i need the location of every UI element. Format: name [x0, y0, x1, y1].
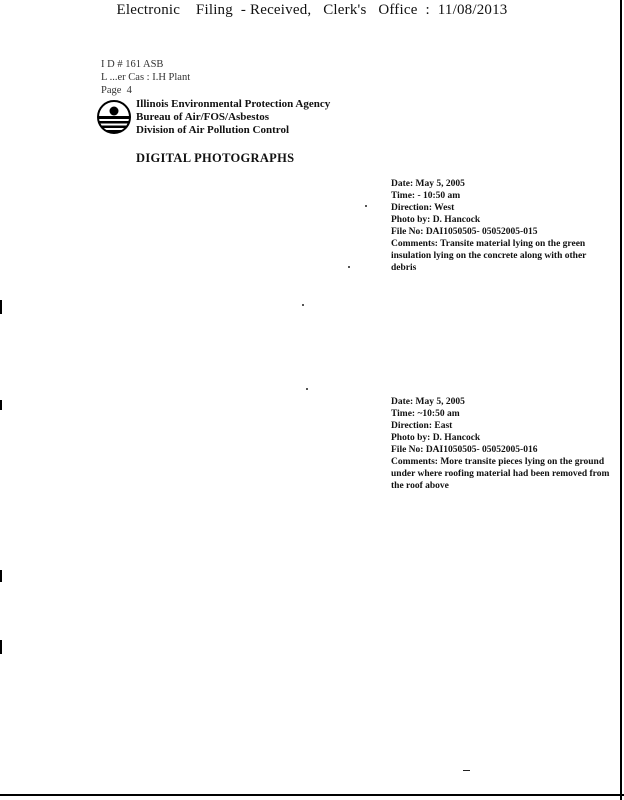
scan-speck: [348, 266, 350, 268]
photo-time: Time: ~10:50 am: [391, 409, 460, 419]
filing-stamp-header: Electronic Filing - Received, Clerk's Office : 11/08/2013: [116, 2, 508, 18]
scan-edge-mark: [0, 570, 2, 582]
agency-block: [136, 98, 330, 137]
page-border-right: [620, 0, 622, 800]
page-number: Page 4: [101, 85, 132, 96]
document-title: DIGITAL PHOTOGRAPHS: [136, 151, 295, 165]
scan-edge-mark: [0, 400, 2, 410]
scan-speck: [365, 205, 367, 207]
agency-name: Illinois Environmental Protection Agency: [136, 98, 331, 110]
photo-comments: Comments: More transite pieces lying on the ground under where roofing material had been removed from the roof above: [391, 457, 610, 491]
agency-division: Division of Air Pollution Control: [136, 124, 290, 136]
agency-bureau: Bureau of Air/FOS/Asbestos: [136, 111, 270, 123]
file-reference-line-1: I D # 161 ASB: [101, 59, 164, 70]
photo-photographer: Photo by: D. Hancock: [391, 433, 481, 443]
photo-date: Date: May 5, 2005: [391, 397, 465, 407]
photo-date: Date: May 5, 2005: [391, 179, 465, 189]
photo-direction: Direction: East: [391, 421, 453, 431]
scan-speck: [302, 304, 304, 306]
page-border-bottom: [0, 794, 624, 796]
photo-file-number: File No: DAI1050505- 05052005-015: [391, 227, 538, 237]
photo-photographer: Photo by: D. Hancock: [391, 215, 481, 225]
photo-caption-1: [391, 178, 613, 274]
photo-comments: Comments: Transite material lying on the green insulation lying on the concrete along with other debris: [391, 239, 587, 273]
photo-caption-2: [391, 396, 613, 492]
photo-time: Time: - 10:50 am: [391, 191, 461, 201]
photo-file-number: File No: DAI1050505- 05052005-016: [391, 445, 538, 455]
illinois-epa-logo-icon: [97, 100, 131, 134]
scan-edge-mark: [0, 640, 2, 654]
photo-direction: Direction: West: [391, 203, 455, 213]
file-reference-line-2: L ...er Cas : I.H Plant: [101, 72, 191, 83]
scan-edge-mark: [0, 300, 2, 314]
scan-speck: [306, 388, 308, 390]
scan-speck: [463, 770, 470, 771]
